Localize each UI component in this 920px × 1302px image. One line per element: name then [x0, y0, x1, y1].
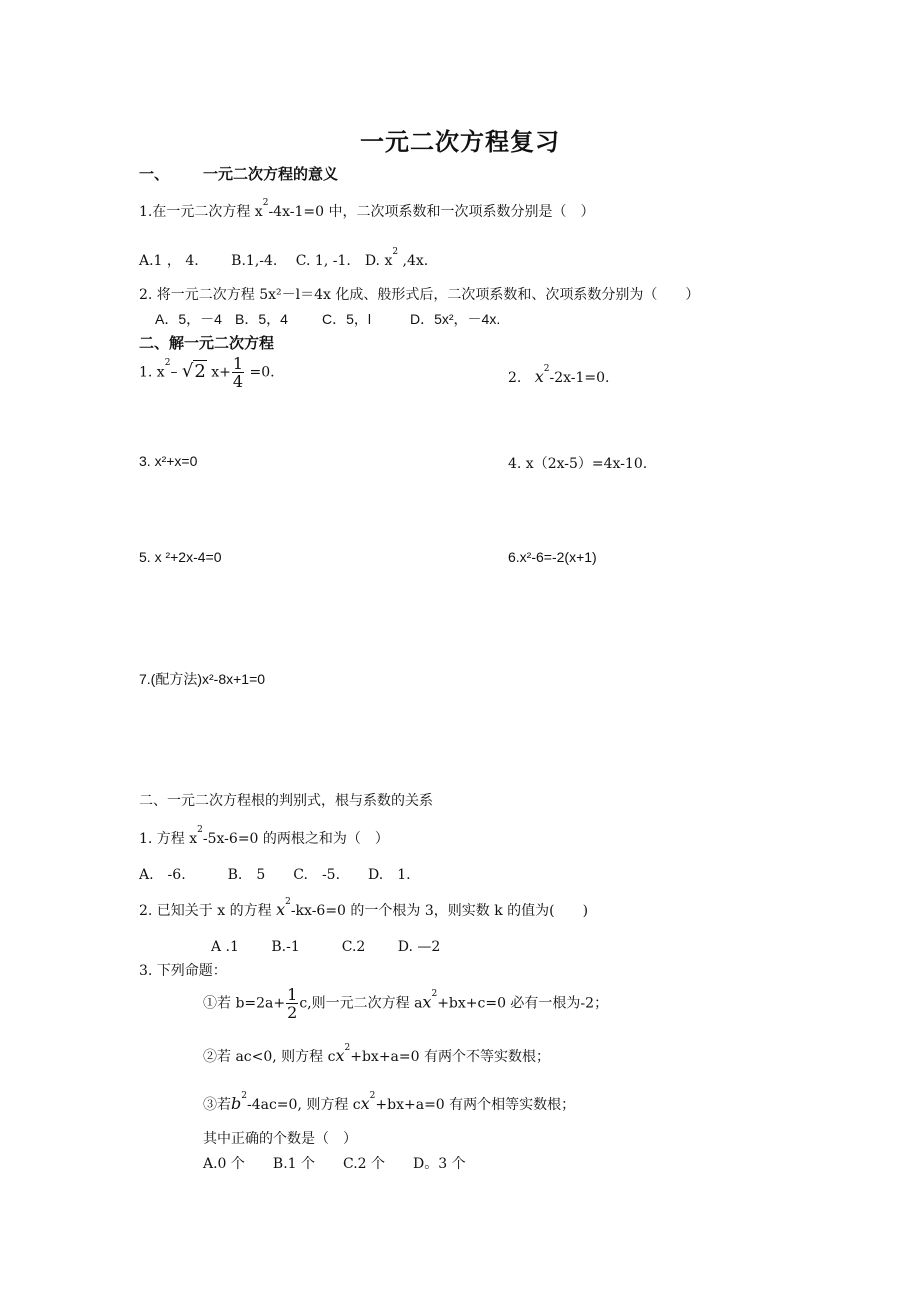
s2-problem-5: 5. x ²+2x-4=0: [139, 549, 222, 565]
section3-heading: 二、一元二次方程根的判别式，根与系数的关系: [139, 793, 433, 809]
s3-question-1-options: A. -6. B. 5 C. -5. D. 1.: [139, 867, 411, 883]
s1-q2-option-c: C．5，l: [322, 311, 372, 327]
s3-q3-options: A.0 个 B.1 个 C.2 个 D。3 个: [203, 1156, 466, 1172]
s3-q3-statement-2: ②若 ac<0, 则方程 $cx^2+bx+a=0$ 有两个不等实数根；: [203, 1043, 550, 1065]
section1-heading: 一元二次方程的意义: [203, 165, 339, 183]
s2-problem-6: 6.x²-6=-2(x+1): [508, 549, 597, 565]
section2-heading: 二、解一元二次方程: [139, 334, 275, 352]
s1-q2-option-a: A．5，－4: [155, 311, 222, 327]
s1-question-1-options: A.1 ， 4. B.1,-4. C. 1, -1. D. $x^2$ ,4x.: [139, 247, 429, 269]
fraction: $\frac{1}{4}$: [232, 354, 244, 391]
s2-problem-3: 3. x²+x=0: [139, 453, 198, 469]
document-title: 一元二次方程复习: [360, 128, 560, 156]
s1-question-2: 2. 将一元二次方程 5x²－l＝4x 化成、般形式后，二次项系数和、次项系数分别为（ ）: [139, 287, 700, 303]
s3-question-2: 2. 已知关于 x 的方程 $x^2-kx-6=0$ 的一个根为 3，则实数 k 的值为( ): [139, 897, 589, 919]
s2-problem-1: 1. $x^2-$ √2 x+ $\frac{1}{4}$ =0.: [139, 354, 275, 391]
s1-q2-option-d: D．5x²，－4x.: [410, 311, 501, 327]
s3-q3-statement-1: ①若 b=2a+ $\frac{1}{2}$ c,则一元二次方程 $ax^2+bx+c=0$ 必有一根为-2；: [203, 985, 609, 1022]
s3-question-3-heading: 3. 下列命题：: [139, 963, 227, 979]
s3-question-2-options: A .1 B.-1 C.2 D. —2: [211, 939, 441, 955]
s3-question-1: 1. 方程 $x^2-5x-6=0$ 的两根之和为（ ）: [139, 825, 389, 847]
s1-q2-option-b: B．5，4: [235, 311, 288, 327]
s2-problem-7: 7.(配方法)x²-8x+1=0: [139, 671, 266, 687]
s2-problem-4: 4. x（2x-5）=4x-10.: [508, 456, 648, 472]
s3-q3-question: 其中正确的个数是（ ）: [203, 1131, 357, 1147]
section1-heading-number: 一、: [139, 165, 170, 183]
s2-problem-2: 2. $x^2-2x-1=0$.: [508, 364, 610, 386]
sqrt-symbol: √2: [181, 360, 206, 382]
s3-q3-statement-3: ③若$b^2-4ac=0$, 则方程 $cx^2+bx+a=0$ 有两个相等实数根；: [203, 1091, 576, 1113]
fraction: $\frac{1}{2}$: [287, 985, 298, 1022]
s1-question-1: 1.在一元二次方程 $x^2-4x-1=0$ 中，二次项系数和一次项系数分别是（ ）: [139, 198, 595, 220]
